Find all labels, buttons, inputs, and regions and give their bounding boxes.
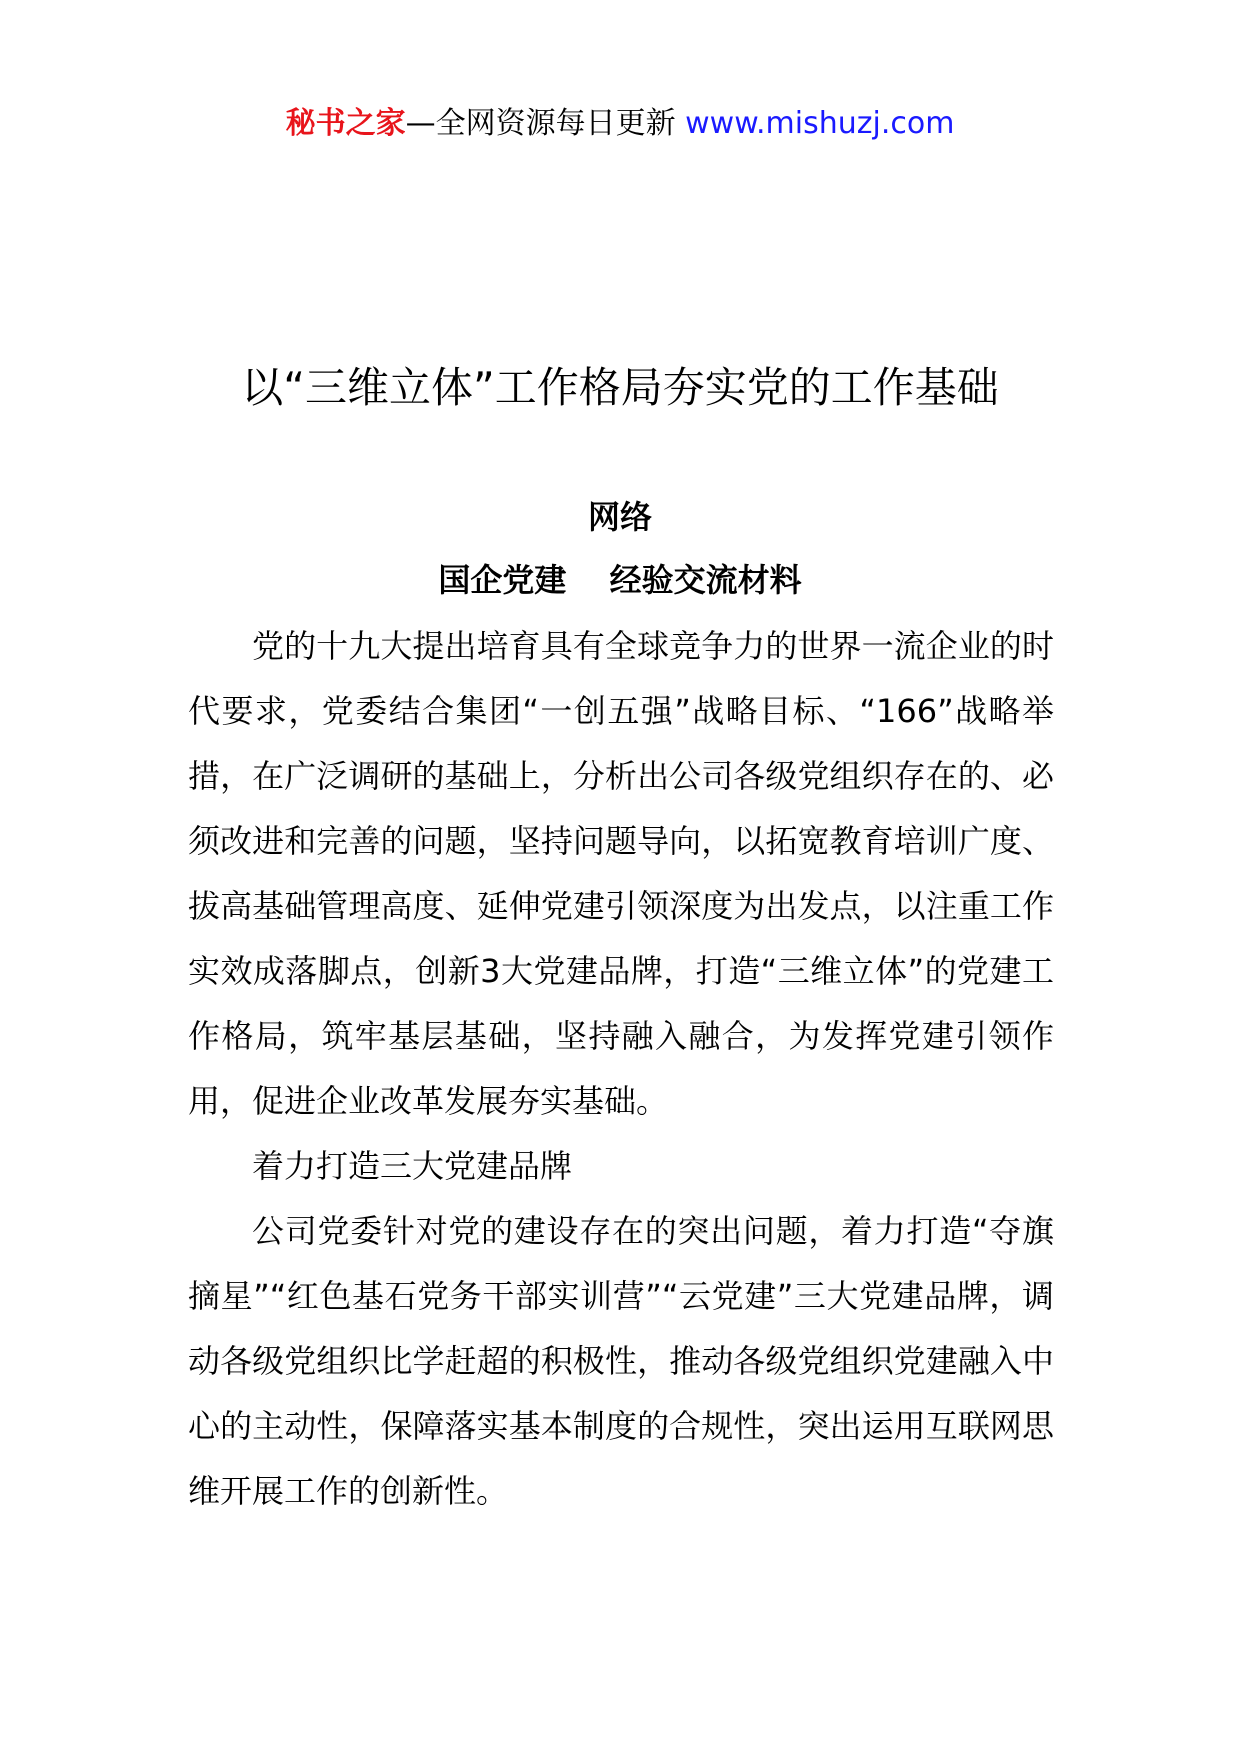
site-header [0, 100, 1240, 148]
section-heading: 着力打造三大党建品牌 [252, 1147, 573, 1185]
document-title: 以“三维立体”工作格局夯实党的工作基础 [241, 363, 999, 412]
document-source: 网络 [587, 498, 652, 536]
document-category: 国企党建 经验交流材料 [438, 561, 802, 599]
body-paragraph: 公司党委针对党的建设存在的突出问题，着力打造“夺旗摘星”“红色基石党务干部实训营”“云党建”三大党建品牌，调动各级党组织比学赶超的积极性，推动各级党组织党建融入中心的主动性，保障落实基本制度的合规性，突出运用互联网思维开展工作的创新性。 [188, 1212, 1054, 1510]
site-tagline: —全网资源每日更新 [405, 106, 676, 141]
document-body [188, 614, 1054, 1524]
body-paragraph: 党的十九大提出培育具有全球竞争力的世界一流企业的时代要求，党委结合集团“一创五强”战略目标、“166”战略举措，在广泛调研的基础上，分析出公司各级党组织存在的、必须改进和完善的问题，坚持问题导向，以拓宽教育培训广度、拔高基础管理高度、延伸党建引领深度为出发点，以注重工作实效成落脚点，创新3大党建品牌，打造“三维立体”的党建工作格局，筑牢基层基础，坚持融入融合，为发挥党建引领作用，促进企业改革发展夯实基础。 [188, 627, 1054, 1120]
site-brand: 秘书之家 [285, 106, 406, 141]
site-url-link[interactable]: www.mishuzj.com [685, 106, 955, 141]
